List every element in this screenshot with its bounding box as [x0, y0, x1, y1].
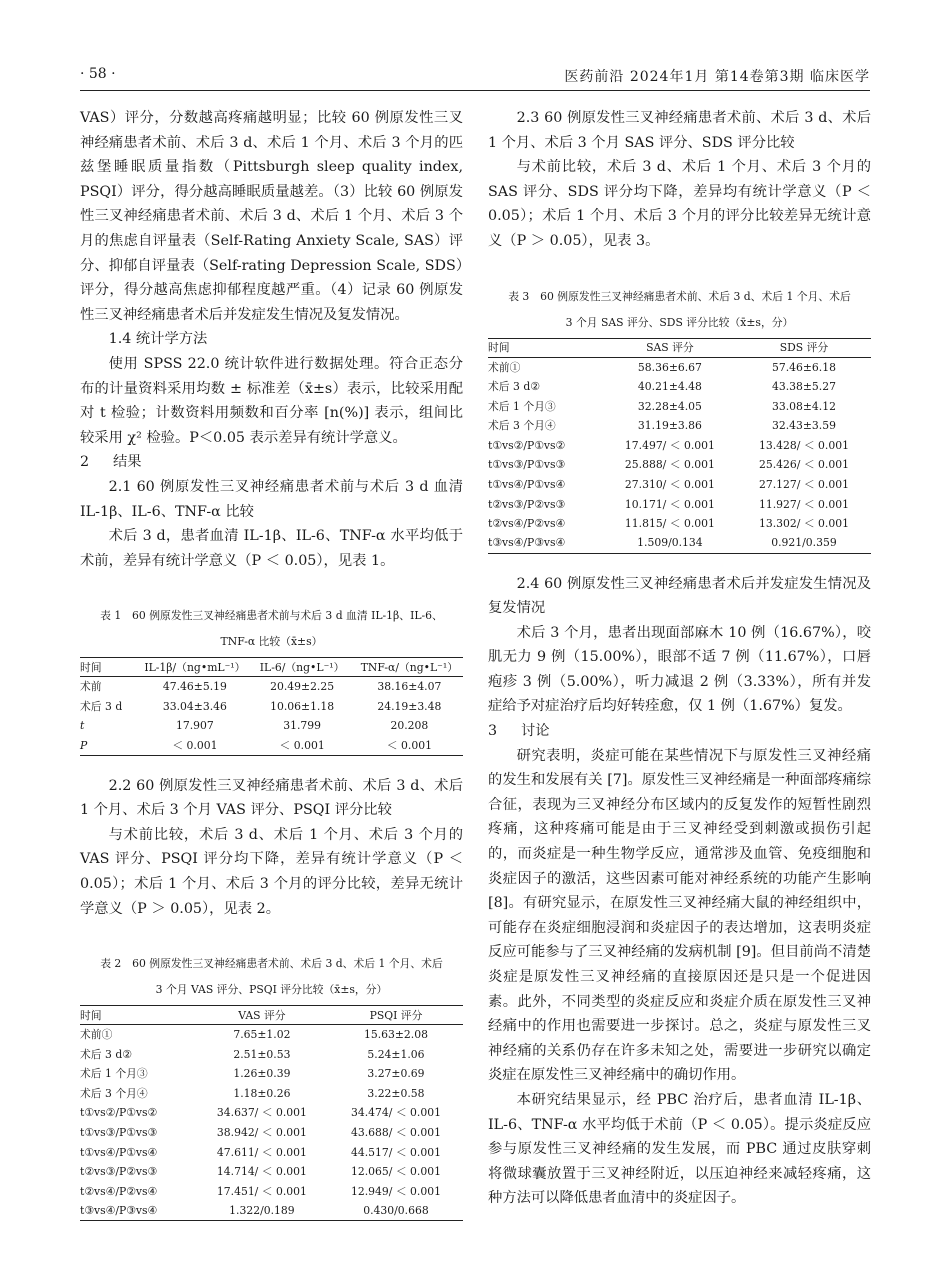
table-cell: 27.310/ ＜ 0.001: [624, 477, 715, 491]
section-3-title: 讨论: [521, 723, 550, 740]
table-cell: 1.18±0.26: [233, 1086, 291, 1100]
table2-caption-line1: 表 2 60 例原发性三叉神经痛患者术前、术后 3 d、术后 1 个月、术后: [100, 957, 443, 971]
table2-col-psqi: PSQI 评分: [329, 1006, 463, 1025]
table-cell: 43.688/ ＜ 0.001: [350, 1125, 441, 1139]
table-cell: 38.942/ ＜ 0.001: [216, 1125, 307, 1139]
table-row: [488, 435, 871, 455]
table1-col-time: 时间: [80, 658, 141, 677]
paragraph-discussion-1: 研究表明，炎症可能在某些情况下与原发性三叉神经痛的发生和发展有关 [7]。原发性三叉神经痛是一种面部疼痛综合征，表现为三叉神经分布区域内的反复发作的短暂性剧烈疼痛，这种疼痛可能是由于三叉神经受到刺激或损伤引起的，而炎症是一种生物学反应，通常涉及血管、免疫细胞和炎症因子的激活，这些因素可能对神经系统的功能产生影响 [8]。有研究显示，在原发性三叉神经痛大鼠的神经组织中，可能存在炎症细胞浸润和炎症因子的表达增加，这表明炎症反应可能参与了三叉神经痛的发病机制 [9]。但目前尚不清楚炎症是原发性三叉神经痛的直接原因还是只是一个促进因素。此外，不同类型的炎症反应和炎症介质在原发性三叉神经痛中的作用也需要进一步探讨。总之，炎症与原发性三叉神经痛的关系仍存在许多未知之处，需要进一步研究以确定炎症在原发性三叉神经痛中的确切作用。: [488, 747, 871, 1084]
table-cell: t③vs④/P③vs④: [80, 1201, 195, 1221]
table-cell: ＜ 0.001: [249, 736, 356, 756]
heading-2-1: 2.1 60 例原发性三叉神经痛患者术前与术后 3 d 血清 IL-1β、IL-6、TNF-α 比较: [80, 478, 463, 520]
table-cell: 14.714/ ＜ 0.001: [216, 1165, 307, 1179]
table-row: [80, 677, 463, 697]
table-row: [488, 416, 871, 436]
table-cell: 1.322/0.189: [195, 1201, 329, 1221]
table-cell: 术后 3 个月④: [488, 419, 556, 433]
table-cell: 31.799: [283, 719, 321, 733]
table-cell: 47.611/ ＜ 0.001: [216, 1145, 307, 1159]
table-row: [80, 736, 463, 756]
table-cell: 57.46±6.18: [771, 360, 836, 374]
table-cell: 3.27±0.69: [367, 1067, 425, 1081]
table-row: [80, 1142, 463, 1162]
heading-1-4: 1.4 统计学方法: [108, 331, 208, 348]
table-cell: 12.949/ ＜ 0.001: [350, 1184, 441, 1198]
table1-caption-line2: TNF-α 比较（x̄±s）: [220, 635, 323, 649]
table-cell: 术后 3 d: [80, 699, 123, 713]
table3-col-time: 时间: [488, 338, 603, 357]
table-row: [488, 357, 871, 377]
table-row: [488, 455, 871, 475]
table2-col-time: 时间: [80, 1006, 195, 1025]
table-row: [488, 396, 871, 416]
table-row: [488, 514, 871, 534]
table-cell: t①vs②/P①vs②: [488, 438, 566, 452]
table3: [488, 338, 871, 554]
right-column: [488, 106, 871, 1211]
table-row: [80, 1181, 463, 1201]
section-3-number: 3: [488, 723, 498, 740]
table-cell: P: [80, 736, 141, 756]
table-row: [488, 377, 871, 397]
table1-col-tnfa: TNF-α/（ng•L⁻¹）: [356, 658, 463, 677]
table-cell: 17.497/ ＜ 0.001: [624, 438, 715, 452]
paragraph-result-2-2: 与术前比较，术后 3 d、术后 1 个月、术后 3 个月的 VAS 评分、PSQI 评分均下降，差异有统计学意义（P ＜ 0.05）；术后 1 个月、术后 3 个月的评分比较，差异无统计学意义（P ＞ 0.05），见表 2。: [80, 826, 463, 917]
table-cell: 2.51±0.53: [233, 1047, 291, 1061]
table-cell: t②vs③/P②vs③: [488, 497, 566, 511]
table1-header-row: [80, 658, 463, 677]
paragraph-discussion-2: 本研究结果显示，经 PBC 治疗后，患者血清 IL-1β、IL-6、TNF-α 水平均低于术前（P ＜ 0.05）。提示炎症反应参与原发性三叉神经痛的发生发展，而 PBC 通过皮肤穿刺将微球囊放置于三叉神经附近，以压迫神经来减轻疼痛，这种方法可以降低患者血清中的炎症因子。: [488, 1091, 871, 1207]
table3-col-sds: SDS 评分: [737, 338, 871, 357]
table-row: [488, 494, 871, 514]
table-cell: 10.06±1.18: [270, 699, 335, 713]
paragraph-result-2-4: 术后 3 个月，患者出现面部麻木 10 例（16.67%），咬肌无力 9 例（15.00%），眼部不适 7 例（11.67%），口唇疱疹 3 例（5.00%），听力减退 2 例（3.33%），所有并发症给予对症治疗后均好转痊愈，仅 1 例（1.67%）复发。: [488, 624, 871, 715]
table-row: [80, 716, 463, 736]
section-2-title: 结果: [113, 454, 142, 471]
paragraph-statistics: 使用 SPSS 22.0 统计软件进行数据处理。符合正态分布的计量资料采用均数 ± 标准差（x̄±s）表示，比较采用配对 t 检验；计数资料用频数和百分率 [n(%)] 表示，组间比较采用 χ² 检验。P＜0.05 表示差异有统计学意义。: [80, 355, 463, 446]
heading-2-2: 2.2 60 例原发性三叉神经痛患者术前、术后 3 d、术后 1 个月、术后 3 个月 VAS 评分、PSQI 评分比较: [80, 777, 463, 819]
table-cell: 5.24±1.06: [367, 1047, 425, 1061]
table2-caption: [80, 951, 463, 1003]
section-2-heading: [80, 450, 463, 475]
table-cell: 11.927/ ＜ 0.001: [758, 497, 849, 511]
table-cell: 25.426/ ＜ 0.001: [758, 458, 849, 472]
paragraph-result-2-3: 与术前比较，术后 3 d、术后 1 个月、术后 3 个月的 SAS 评分、SDS 评分均下降，差异均有统计学意义（P ＜ 0.05）；术后 1 个月、术后 3 个月的评分比较差异无统计意义（P ＞ 0.05），见表 3。: [488, 159, 871, 249]
journal-info: 医药前沿 2024年1月 第14卷第3期 临床医学: [564, 69, 870, 85]
table2: [80, 1005, 463, 1221]
table-cell: 17.907: [175, 719, 214, 733]
table3-caption-line2: 3 个月 SAS 评分、SDS 评分比较（x̄±s，分）: [565, 315, 794, 329]
table-cell: 17.451/ ＜ 0.001: [216, 1184, 307, 1198]
table-cell: 10.171/ ＜ 0.001: [624, 497, 715, 511]
table-row: [80, 1084, 463, 1104]
table-cell: ＜ 0.001: [356, 736, 463, 756]
table-cell: 31.19±3.86: [637, 419, 702, 433]
paragraph-result-2-1: 术后 3 d，患者血清 IL-1β、IL-6、TNF-α 水平均低于术前，差异有统计学意义（P ＜ 0.05），见表 1。: [80, 528, 463, 569]
paragraph-methods-cont: VAS）评分，分数越高疼痛越明显；比较 60 例原发性三叉神经痛患者术前、术后 3 d、术后 1 个月、术后 3 个月的匹兹堡睡眠质量指数（Pittsburgh sleep quality index, PSQI）评分，得分越高睡眠质量越差。（3）比较 60 例原发性三叉神经痛患者术前、术后 3 d、术后 1 个月、术后 3 个月的焦虑自评量表（Self-Rating Anxiety Scale, SAS）评分、抑郁自评量表（Self-rating Depression Scale, SDS）评分，得分越高焦虑抑郁程度越严重。（4）记录 60 例原发性三叉神经痛患者术后并发症发生情况及复发情况。: [80, 110, 463, 323]
table-cell: 术前①: [488, 360, 521, 374]
table-cell: t②vs③/P②vs③: [80, 1165, 158, 1179]
table-cell: 术后 1 个月③: [488, 399, 556, 413]
table1: [80, 657, 463, 755]
left-column: [80, 106, 463, 1221]
table-row: [80, 1064, 463, 1084]
table-cell: t①vs④/P①vs④: [80, 1145, 158, 1159]
table-cell: 术前①: [80, 1028, 113, 1042]
table-cell: 27.127/ ＜ 0.001: [758, 477, 849, 491]
table-cell: 15.63±2.08: [363, 1028, 428, 1042]
table-cell: 33.04±3.46: [162, 699, 227, 713]
table-cell: 13.428/ ＜ 0.001: [758, 438, 849, 452]
table3-caption: [488, 284, 871, 336]
table3-caption-line1: 表 3 60 例原发性三叉神经痛患者术前、术后 3 d、术后 1 个月、术后: [508, 289, 851, 303]
table2-caption-line2: 3 个月 VAS 评分、PSQI 评分比较（x̄±s，分）: [155, 983, 388, 997]
table3-col-sas: SAS 评分: [603, 338, 737, 357]
table-cell: 7.65±1.02: [233, 1028, 291, 1042]
table-cell: 0.921/0.359: [737, 533, 871, 553]
table-row: [80, 1123, 463, 1143]
table1-caption: [80, 603, 463, 655]
table-cell: 20.208: [390, 719, 429, 733]
table-cell: 24.19±3.48: [377, 699, 442, 713]
table-cell: 3.22±0.58: [367, 1086, 425, 1100]
table-row: [488, 475, 871, 495]
table-cell: 32.43±3.59: [771, 419, 836, 433]
table-cell: 58.36±6.67: [637, 360, 702, 374]
table-cell: t①vs③/P①vs③: [488, 458, 566, 472]
table-cell: 0.430/0.668: [329, 1201, 463, 1221]
table2-header-row: [80, 1006, 463, 1025]
table1-caption-line1: 表 1 60 例原发性三叉神经痛患者术前与术后 3 d 血清 IL-1β、IL-6、: [100, 609, 443, 623]
table-cell: 47.46±5.19: [162, 680, 227, 694]
section-2-number: 2: [80, 454, 90, 471]
table-cell: 43.38±5.27: [771, 379, 836, 393]
table-cell: 术后 3 个月④: [80, 1086, 148, 1100]
table-cell: 术后 1 个月③: [80, 1067, 148, 1081]
table-cell: 术后 3 d②: [488, 379, 540, 393]
table-row: [80, 1103, 463, 1123]
table-cell: 20.49±2.25: [270, 680, 335, 694]
table-cell: 32.28±4.05: [637, 399, 702, 413]
table3-header-row: [488, 338, 871, 357]
page-header: [80, 66, 870, 88]
page-number: · 58 ·: [80, 66, 116, 82]
table-cell: 12.065/ ＜ 0.001: [350, 1165, 441, 1179]
table-cell: 38.16±4.07: [377, 680, 442, 694]
table-cell: 40.21±4.48: [637, 379, 702, 393]
table-cell: 25.888/ ＜ 0.001: [624, 458, 715, 472]
table1-col-il6: IL-6/（ng•L⁻¹）: [249, 658, 356, 677]
heading-2-3: 2.3 60 例原发性三叉神经痛患者术前、术后 3 d、术后 1 个月、术后 3 个月 SAS 评分、SDS 评分比较: [488, 110, 871, 151]
table-cell: 34.637/ ＜ 0.001: [216, 1106, 307, 1120]
table-row: [80, 1044, 463, 1064]
table-cell: t: [80, 719, 85, 733]
table-row: [80, 1201, 463, 1221]
table-cell: ＜ 0.001: [141, 736, 248, 756]
table-cell: 33.08±4.12: [771, 399, 836, 413]
table-cell: 1.26±0.39: [233, 1067, 291, 1081]
table-cell: t①vs③/P①vs③: [80, 1125, 158, 1139]
header-rule: [80, 90, 870, 91]
table-cell: 术前: [80, 680, 102, 694]
table-row: [80, 1025, 463, 1045]
table-row: [488, 533, 871, 553]
table-cell: t①vs②/P①vs②: [80, 1106, 158, 1120]
table-row: [80, 696, 463, 716]
heading-2-4: 2.4 60 例原发性三叉神经痛患者术后并发症发生情况及复发情况: [488, 575, 871, 617]
table-row: [80, 1162, 463, 1182]
table-cell: 11.815/ ＜ 0.001: [624, 517, 715, 531]
table-cell: 术后 3 d②: [80, 1047, 132, 1061]
table-cell: t③vs④/P③vs④: [488, 533, 603, 553]
table1-col-il1b: IL-1β/（ng•mL⁻¹）: [141, 658, 248, 677]
table-cell: t②vs④/P②vs④: [80, 1184, 158, 1198]
table-cell: 34.474/ ＜ 0.001: [350, 1106, 441, 1120]
table-cell: t①vs④/P①vs④: [488, 477, 566, 491]
table-cell: 1.509/0.134: [603, 533, 737, 553]
table2-col-vas: VAS 评分: [195, 1006, 329, 1025]
table-cell: 44.517/ ＜ 0.001: [350, 1145, 441, 1159]
table-cell: 13.302/ ＜ 0.001: [758, 517, 849, 531]
section-3-heading: [488, 719, 871, 744]
table-cell: t②vs④/P②vs④: [488, 517, 566, 531]
